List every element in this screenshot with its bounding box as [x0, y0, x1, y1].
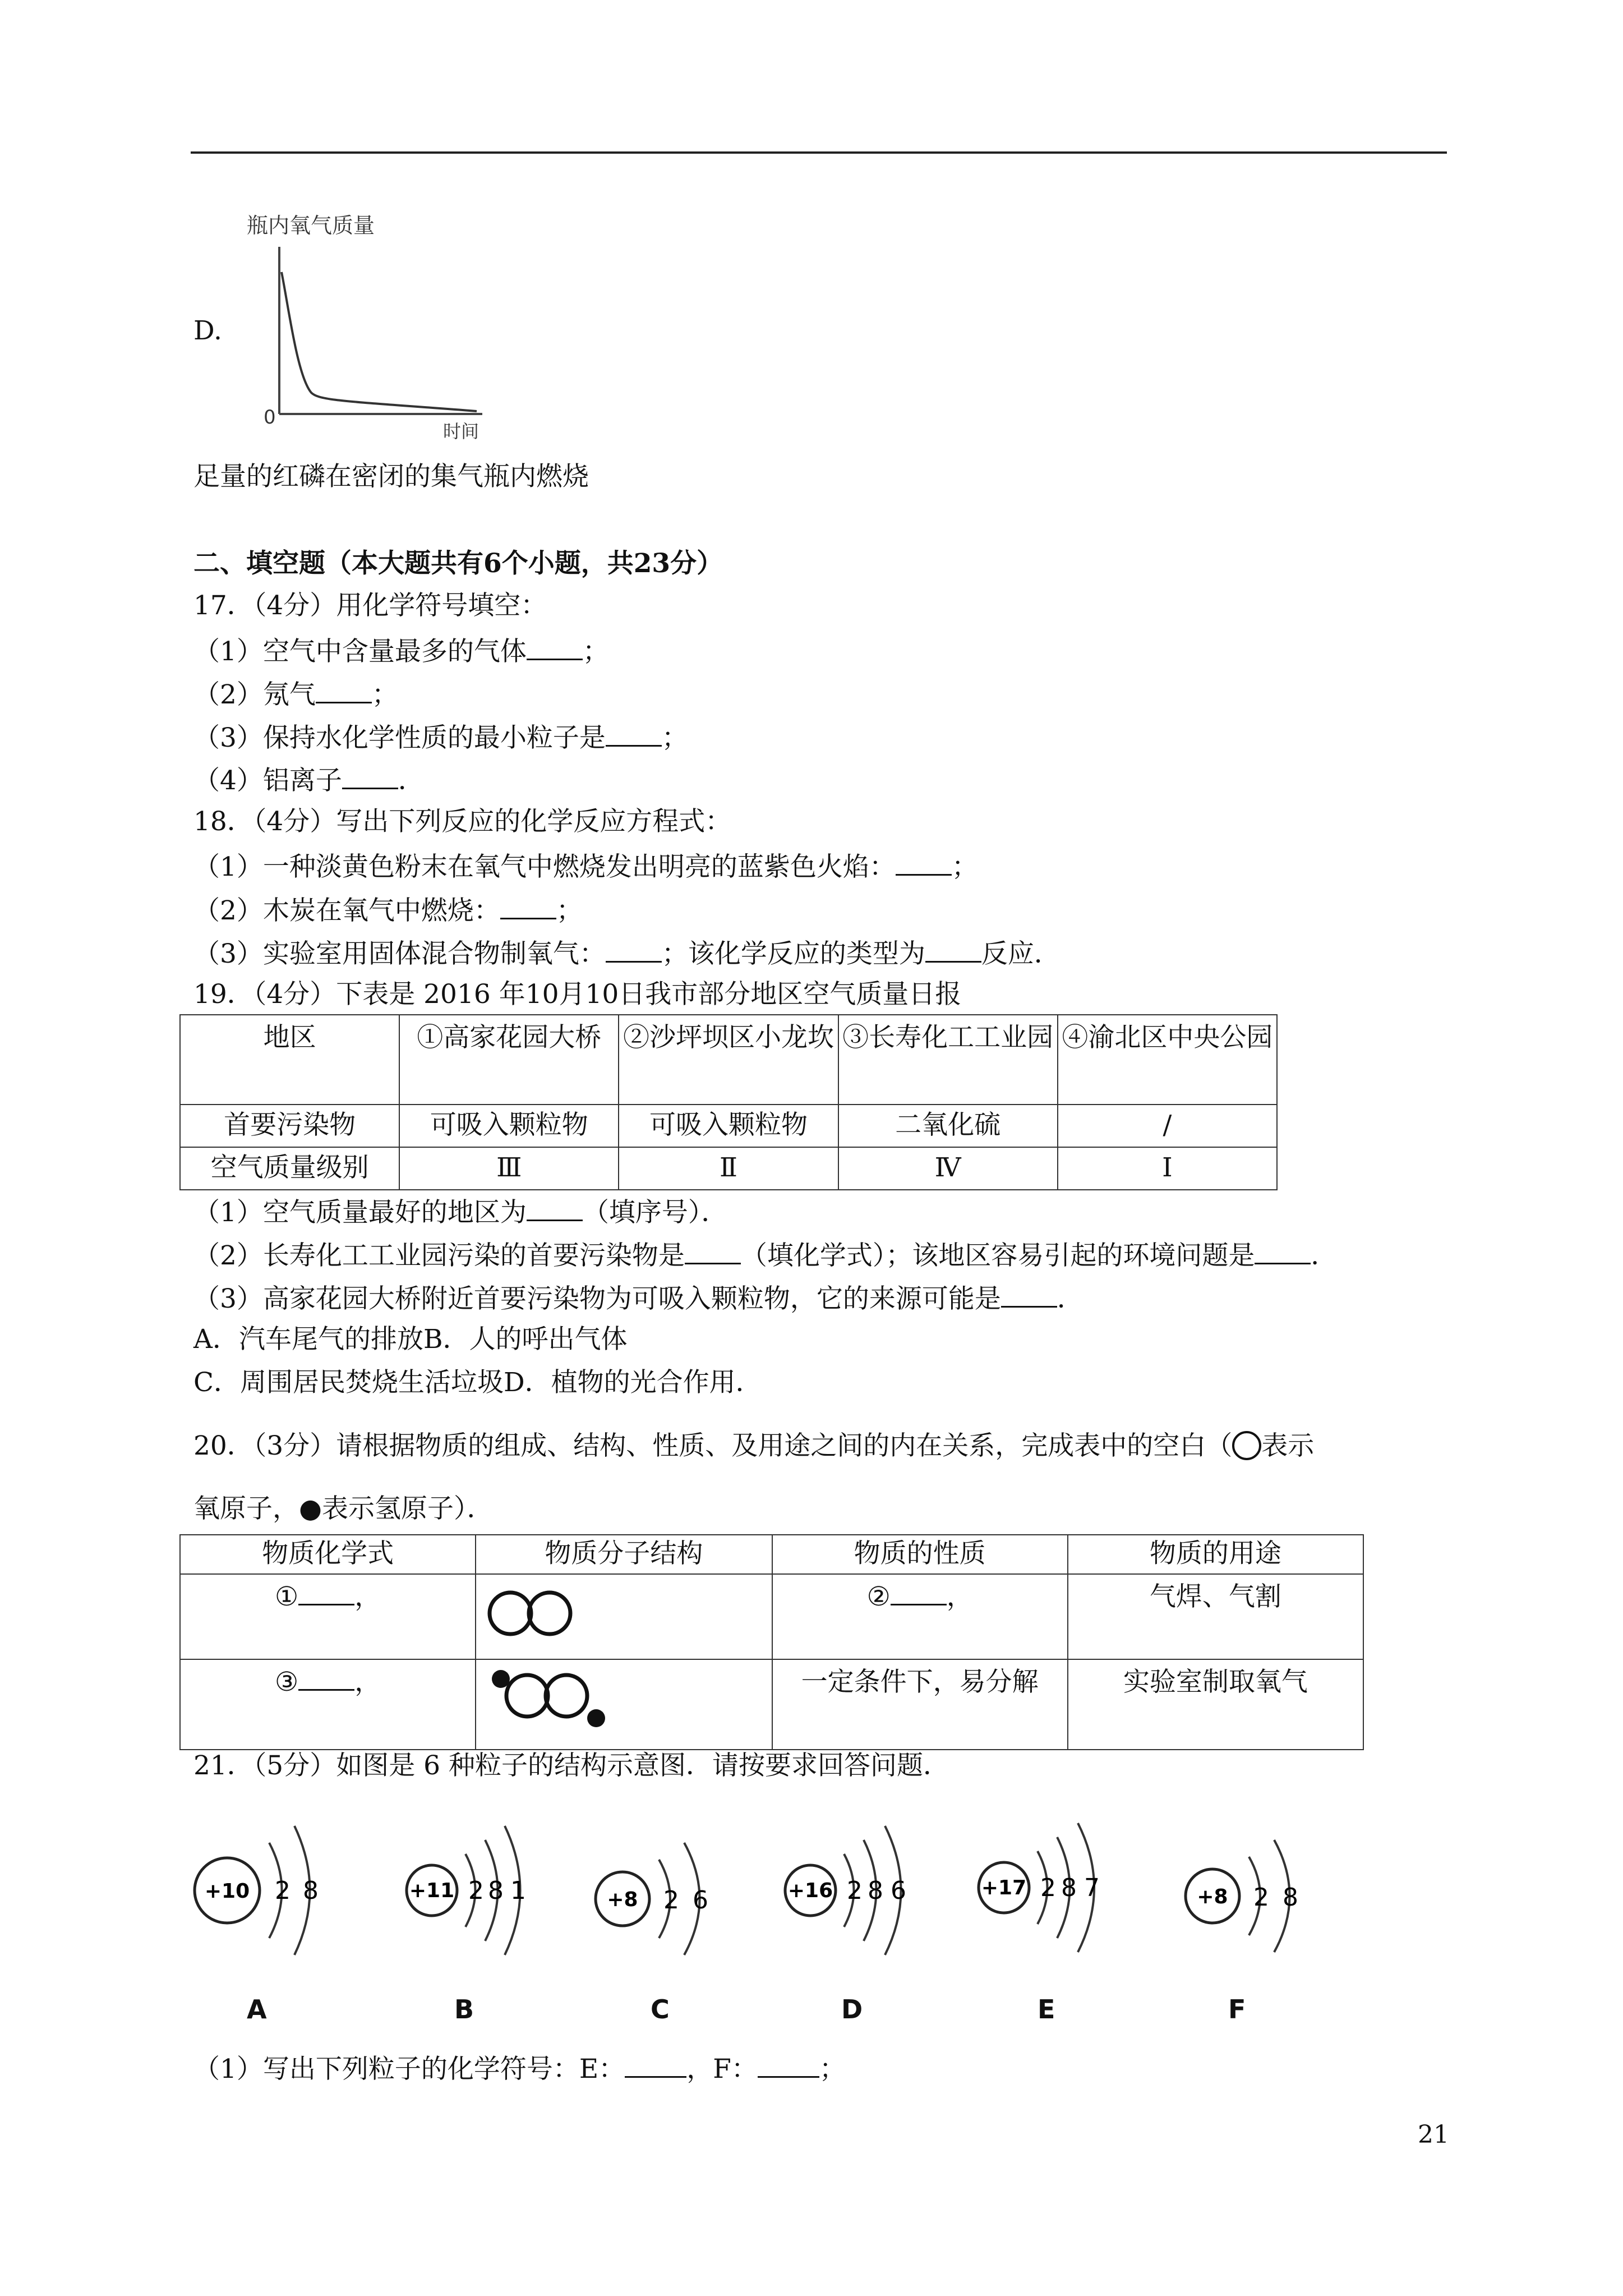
atom-diagram-e — [979, 1823, 1100, 1952]
page-number: 21 — [1418, 2120, 1449, 2149]
shell-electrons: 2 — [468, 1876, 484, 1905]
answer-blank[interactable] — [1255, 1237, 1311, 1264]
table-row — [180, 1574, 1363, 1659]
table-row — [180, 1105, 1277, 1147]
shell-electrons: 8 — [1283, 1883, 1298, 1912]
answer-blank[interactable] — [298, 1663, 354, 1691]
shell-electrons: 8 — [1061, 1874, 1077, 1902]
answer-blank[interactable] — [298, 1578, 354, 1605]
option-d-label: D. — [193, 315, 222, 346]
table-row — [180, 1015, 1277, 1105]
shell-electrons: 7 — [1084, 1874, 1100, 1902]
chart-xlabel: 时间 — [443, 421, 479, 442]
table-cell: ①高家花园大桥 — [399, 1015, 619, 1105]
atom-label-a: A — [247, 1994, 267, 2024]
chart-series-line — [282, 272, 477, 411]
q19-option-a-b: A．汽车尾气的排放B．人的呼出气体 — [193, 1324, 628, 1355]
answer-blank[interactable] — [342, 762, 398, 789]
header-rule — [191, 151, 1447, 154]
table-cell: 实验室制取氧气 — [1068, 1659, 1363, 1750]
shell-electrons: 2 — [847, 1876, 863, 1905]
table-header: 物质化学式 — [180, 1535, 476, 1574]
nucleus-charge: +8 — [1197, 1885, 1228, 1908]
section-title: 二、填空题（本大题共有6个小题，共23分） — [193, 548, 723, 579]
nucleus-charge: +16 — [787, 1879, 833, 1902]
table-cell: ③ ， — [180, 1659, 476, 1750]
q17-item-2: （2）氖气 ； — [193, 676, 398, 712]
q20-title: 20．（3分）请根据物质的组成、结构、性质、及用途之间的内在关系，完成表中的空白（ 表示 — [193, 1430, 1315, 1461]
particle-structure-diagrams — [185, 1801, 1447, 1980]
table-cell: 可吸入颗粒物 — [399, 1105, 619, 1147]
table-row — [180, 1147, 1277, 1190]
table-cell: Ⅱ — [619, 1147, 838, 1190]
q17-title: 17．（4分）用化学符号填空： — [193, 590, 547, 621]
table-cell: 首要污染物 — [180, 1105, 399, 1147]
table-header: 物质的用途 — [1068, 1535, 1363, 1574]
substance-table — [179, 1534, 1364, 1750]
shell-electrons: 6 — [891, 1876, 906, 1905]
answer-blank[interactable] — [685, 1237, 741, 1264]
nucleus-charge: +17 — [981, 1876, 1027, 1899]
oxygen-mass-chart — [236, 208, 499, 443]
table-cell: ① ， — [180, 1574, 476, 1659]
shell-electrons: 8 — [868, 1876, 883, 1905]
atom-diagram-b — [407, 1826, 526, 1955]
q17-item-4: （4）铝离子 ． — [193, 762, 425, 798]
molecule-structure-cell — [476, 1659, 772, 1750]
table-cell: ④渝北区中央公园 — [1058, 1015, 1277, 1105]
table-cell: ③长寿化工工业园 — [838, 1015, 1058, 1105]
q21-title: 21．（5分）如图是 6 种粒子的结构示意图．请按要求回答问题． — [193, 1750, 949, 1781]
nucleus-charge: +8 — [607, 1888, 638, 1911]
table-cell: 可吸入颗粒物 — [619, 1105, 838, 1147]
atom-label-b: B — [454, 1994, 474, 2024]
answer-blank[interactable] — [500, 892, 556, 919]
q18-item-2: （2）木炭在氧气中燃烧： ； — [193, 892, 583, 928]
answer-blank[interactable] — [1001, 1280, 1057, 1308]
nucleus-charge: +11 — [409, 1879, 455, 1902]
answer-blank[interactable] — [527, 633, 583, 660]
molecule-structure-cell — [476, 1574, 772, 1659]
shell-electrons: 8 — [488, 1876, 504, 1905]
q19-sub-2: （2）长寿化工工业园污染的首要污染物是 （填化学式）；该地区容易引起的环境问题是 ． — [193, 1237, 1337, 1273]
table-cell: ②沙坪坝区小龙坎 — [619, 1015, 838, 1105]
oxygen-molecule-icon — [479, 1577, 592, 1639]
table-cell: Ⅲ — [399, 1147, 619, 1190]
q20-title-line-2: 氧原子，●表示氢原子）． — [193, 1493, 494, 1524]
atom-diagram-d — [785, 1826, 906, 1955]
table-cell: 一定条件下，易分解 — [772, 1659, 1068, 1750]
answer-blank[interactable] — [606, 935, 662, 963]
shell-electrons: 1 — [510, 1876, 526, 1905]
atom-label-f: F — [1228, 1994, 1246, 2024]
q19-sub-1: （1）空气质量最好的地区为 （填序号）． — [193, 1194, 727, 1230]
answer-blank[interactable] — [758, 2050, 819, 2078]
shell-electrons: 2 — [275, 1876, 291, 1905]
answer-blank[interactable] — [896, 848, 952, 876]
answer-blank[interactable] — [925, 935, 981, 963]
atom-diagram-c — [596, 1843, 708, 1955]
shell-electrons: 2 — [1040, 1874, 1056, 1902]
shell-electrons: 2 — [663, 1886, 679, 1915]
table-row — [180, 1659, 1363, 1750]
q19-option-c-d: C．周围居民焚烧生活垃圾D．植物的光合作用． — [193, 1367, 762, 1398]
q17-item-3: （3）保持水化学性质的最小粒子是 ； — [193, 719, 688, 755]
shell-electrons: 8 — [303, 1876, 319, 1905]
table-header: 物质分子结构 — [476, 1535, 772, 1574]
table-header: 物质的性质 — [772, 1535, 1068, 1574]
table-cell: 二氧化硫 — [838, 1105, 1058, 1147]
shell-electrons: 6 — [693, 1886, 708, 1915]
oxygen-atom-icon — [1232, 1431, 1261, 1460]
answer-blank[interactable] — [891, 1578, 947, 1605]
atom-label-e: E — [1038, 1994, 1055, 2024]
q17-item-1: （1）空气中含量最多的气体 ； — [193, 633, 609, 669]
q18-item-1: （1）一种淡黄色粉末在氧气中燃烧发出明亮的蓝紫色火焰： ； — [193, 848, 978, 884]
chart-origin: 0 — [264, 406, 276, 429]
atom-diagram-f — [1186, 1840, 1298, 1952]
nucleus-charge: +10 — [204, 1880, 250, 1903]
chart-caption: 足量的红磷在密闭的集气瓶内燃烧 — [193, 461, 589, 492]
answer-blank[interactable] — [316, 676, 372, 703]
answer-blank[interactable] — [625, 2050, 686, 2078]
table-cell: ② ， — [772, 1574, 1068, 1659]
hydrogen-peroxide-molecule-icon — [479, 1662, 625, 1735]
table-row — [180, 1535, 1363, 1574]
q18-title: 18．（4分）写出下列反应的化学反应方程式： — [193, 806, 732, 837]
atom-label-c: C — [651, 1994, 670, 2024]
table-cell: Ⅳ — [838, 1147, 1058, 1190]
atom-diagram-a — [195, 1826, 319, 1955]
q18-item-3: （3）实验室用固体混合物制氧气： ；该化学反应的类型为 反应． — [193, 935, 1061, 971]
answer-blank[interactable] — [527, 1194, 583, 1221]
table-cell: 气焊、气割 — [1068, 1574, 1363, 1659]
table-cell: 地区 — [180, 1015, 399, 1105]
table-cell: 空气质量级别 — [180, 1147, 399, 1190]
shell-electrons: 2 — [1253, 1883, 1269, 1912]
table-cell: Ⅰ — [1058, 1147, 1277, 1190]
answer-blank[interactable] — [606, 719, 662, 747]
q19-sub-3: （3）高家花园大桥附近首要污染物为可吸入颗粒物，它的来源可能是 ． — [193, 1280, 1083, 1316]
air-quality-table — [179, 1014, 1278, 1190]
chart-ylabel: 瓶内氧气质量 — [247, 213, 375, 238]
q19-title: 19．（4分）下表是 2016 年10月10日我市部分地区空气质量日报 — [193, 979, 962, 1010]
table-cell: / — [1058, 1105, 1277, 1147]
atom-label-d: D — [841, 1994, 863, 2024]
q21-sub-1: （1）写出下列粒子的化学符号：E： ，F： ； — [193, 2050, 846, 2086]
